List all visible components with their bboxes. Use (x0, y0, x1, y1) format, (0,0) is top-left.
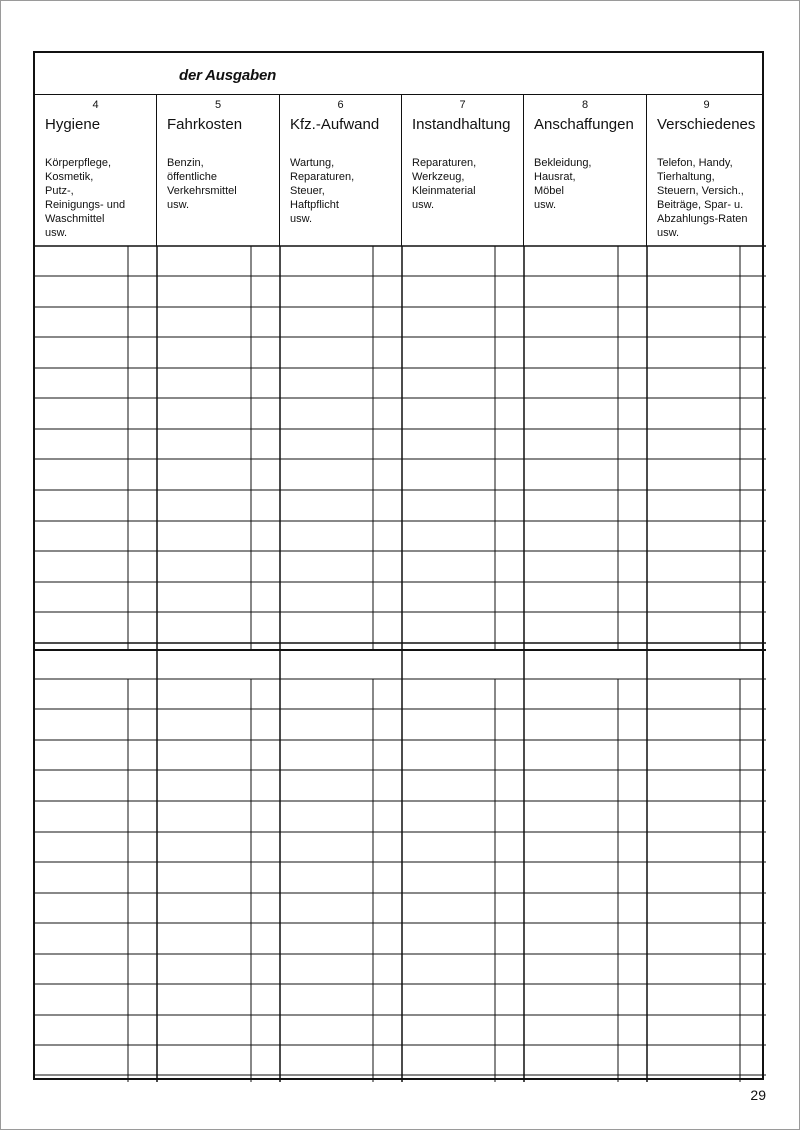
expense-table (33, 51, 764, 1080)
column-name: Fahrkosten (167, 116, 243, 133)
column-number: 4 (92, 99, 99, 111)
entry-grid (35, 53, 766, 1082)
column-description: Wartung, Reparaturen, Steuer, Haftpflicht usw. (290, 157, 355, 225)
column-name: Hygiene (45, 116, 101, 133)
column-name: Anschaffungen (534, 116, 634, 133)
column-description: Reparaturen, Werkzeug, Kleinmaterial usw. (412, 157, 477, 211)
column-name: Instandhaltung (412, 116, 511, 133)
column-name: Kfz.-Aufwand (290, 116, 380, 133)
column-description: Benzin, öffentliche Verkehrsmittel usw. (167, 157, 237, 211)
column-name: Verschiedenes (657, 116, 756, 133)
column-number: 9 (703, 99, 710, 111)
page-number: 29 (750, 1087, 766, 1103)
column-number: 8 (581, 99, 589, 111)
column-number: 6 (337, 99, 344, 111)
column-description: Bekleidung, Hausrat, Möbel usw. (534, 157, 592, 211)
column-description: Körperpflege, Kosmetik, Putz-, Reinigungs- und Waschmittel usw. (45, 157, 126, 239)
column-description: Telefon, Handy, Tierhaltung, Steuern, Versich., Beiträge, Spar- u. Abzahlungs-Raten usw. (657, 157, 748, 239)
column-number: 7 (459, 99, 466, 111)
column-number: 5 (214, 99, 222, 111)
table-title: der Ausgaben (179, 67, 277, 84)
